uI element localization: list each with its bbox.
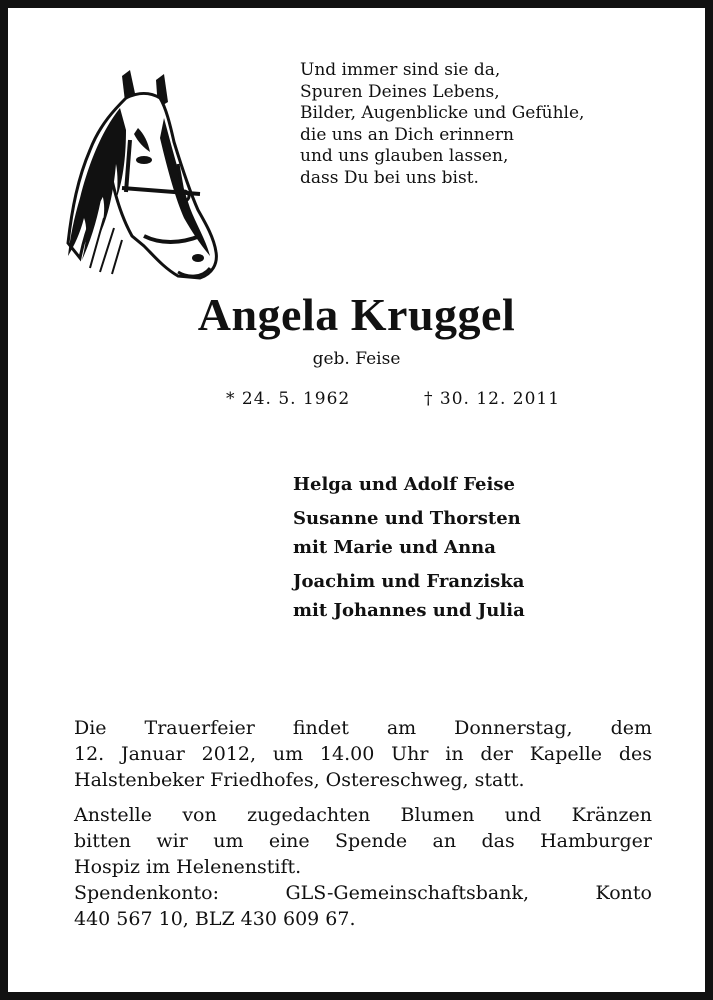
text-line: bitten wir um eine Spende an das Hamburger	[74, 830, 652, 852]
horse-head-icon	[60, 68, 222, 283]
mourner-group	[293, 504, 525, 562]
poem-line: und uns glauben lassen,	[300, 146, 509, 166]
text-line: Anstelle von zugedachten Blumen und Kränzen	[74, 804, 652, 826]
donation-info	[74, 802, 652, 932]
text-line: 12. Januar 2012, um 14.00 Uhr in der Kapelle des	[74, 743, 652, 765]
birth-date: * 24. 5. 1962	[226, 389, 351, 409]
text-line: Die Trauerfeier findet am Donnerstag, dem	[74, 717, 652, 739]
mourner-group	[293, 470, 525, 499]
text-line: Hospiz im Helenenstift.	[74, 856, 302, 878]
mourner-line: Helga und Adolf Feise	[293, 474, 515, 495]
mourner-line: Joachim und Franziska	[293, 571, 525, 592]
mourner-line: mit Marie und Anna	[293, 537, 496, 558]
death-date: † 30. 12. 2011	[424, 389, 561, 409]
poem-line: die uns an Dich erinnern	[300, 124, 514, 145]
poem-line: dass Du bei uns bist.	[300, 167, 479, 188]
mourner-line: mit Johannes und Julia	[293, 600, 525, 621]
text-line: Halstenbeker Friedhofes, Ostereschweg, statt.	[74, 769, 525, 791]
poem-line: Und immer sind sie da,	[300, 60, 501, 80]
mourner-line: Susanne und Thorsten	[293, 508, 521, 529]
maiden-name: geb. Feise	[312, 349, 401, 369]
mourners-list	[293, 470, 525, 630]
funeral-info	[74, 715, 652, 793]
text-line: Spendenkonto: GLS-Gemeinschaftsbank, Konto	[74, 882, 652, 904]
poem-line: Spuren Deines Lebens,	[300, 81, 500, 102]
poem-line: Bilder, Augenblicke und Gefühle,	[300, 103, 585, 123]
poem	[300, 60, 660, 189]
deceased-name: Angela Kruggel	[197, 289, 516, 340]
mourner-group	[293, 567, 525, 625]
notice-text	[74, 715, 652, 932]
text-line: 440 567 10, BLZ 430 609 67.	[74, 908, 356, 930]
